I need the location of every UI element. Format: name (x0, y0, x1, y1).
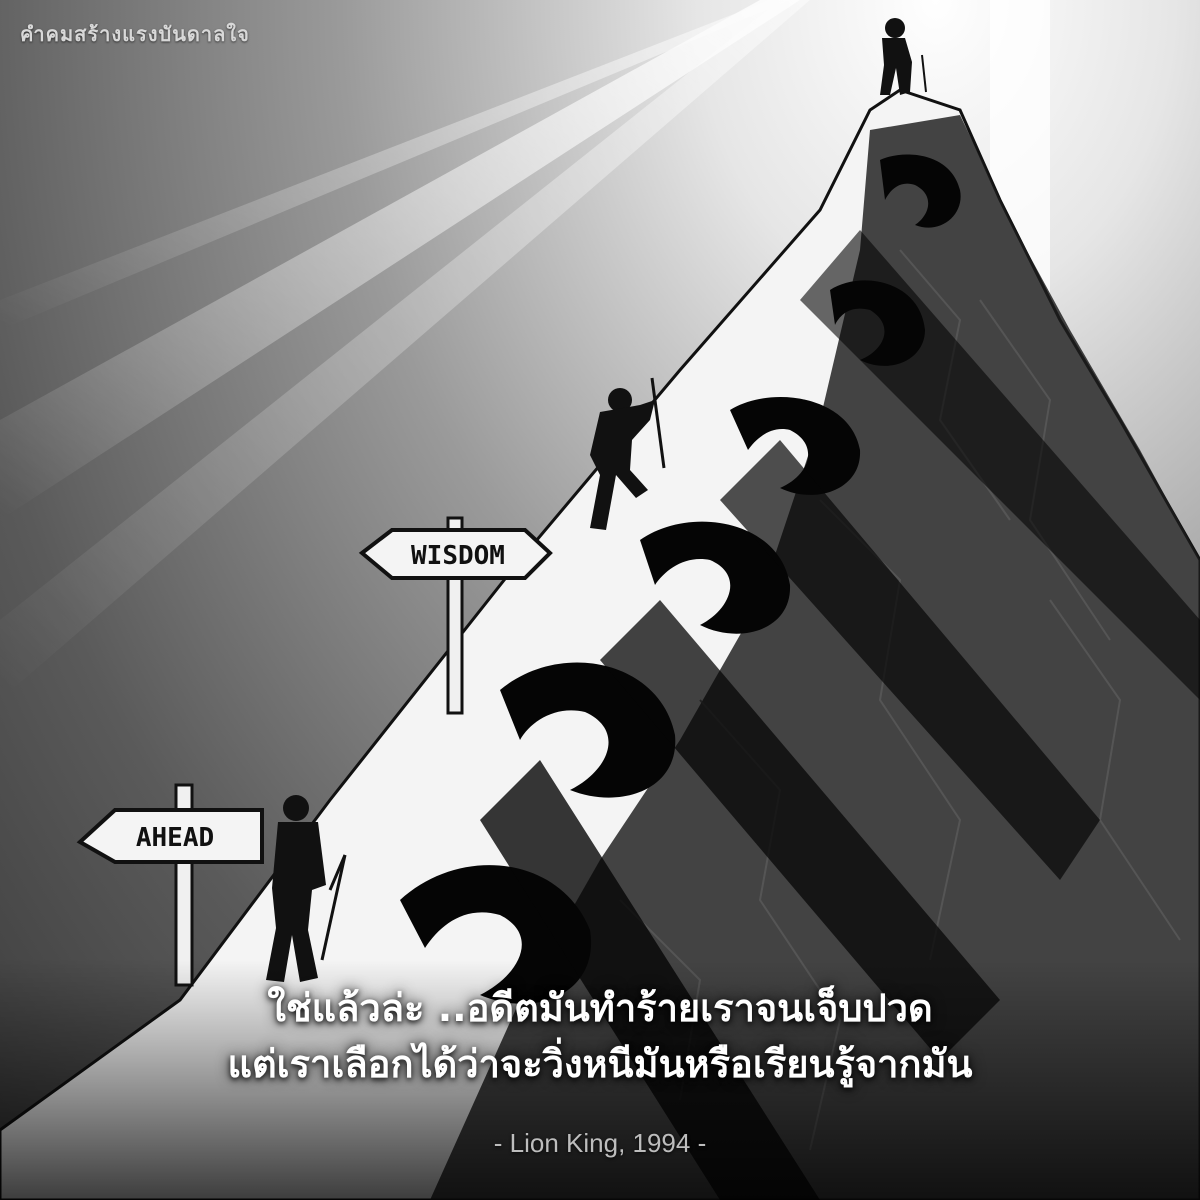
quote (0, 980, 1200, 1092)
ahead-sign-label: AHEAD (135, 823, 215, 853)
quote-line-1: ใช่แล้วล่ะ ..อดีตมันทำร้ายเราจนเจ็บปวด (267, 986, 933, 1030)
quote-line-2: แต่เราเลือกได้ว่าจะวิ่งหนีมันหรือเรียนรู้จากมัน (227, 1042, 973, 1086)
brand-title: คำคมสร้างแรงบันดาลใจ (20, 22, 250, 46)
wisdom-sign-label: WISDOM (411, 541, 505, 571)
climber-top (880, 18, 926, 95)
attribution: - Lion King, 1994 - (493, 1128, 707, 1158)
